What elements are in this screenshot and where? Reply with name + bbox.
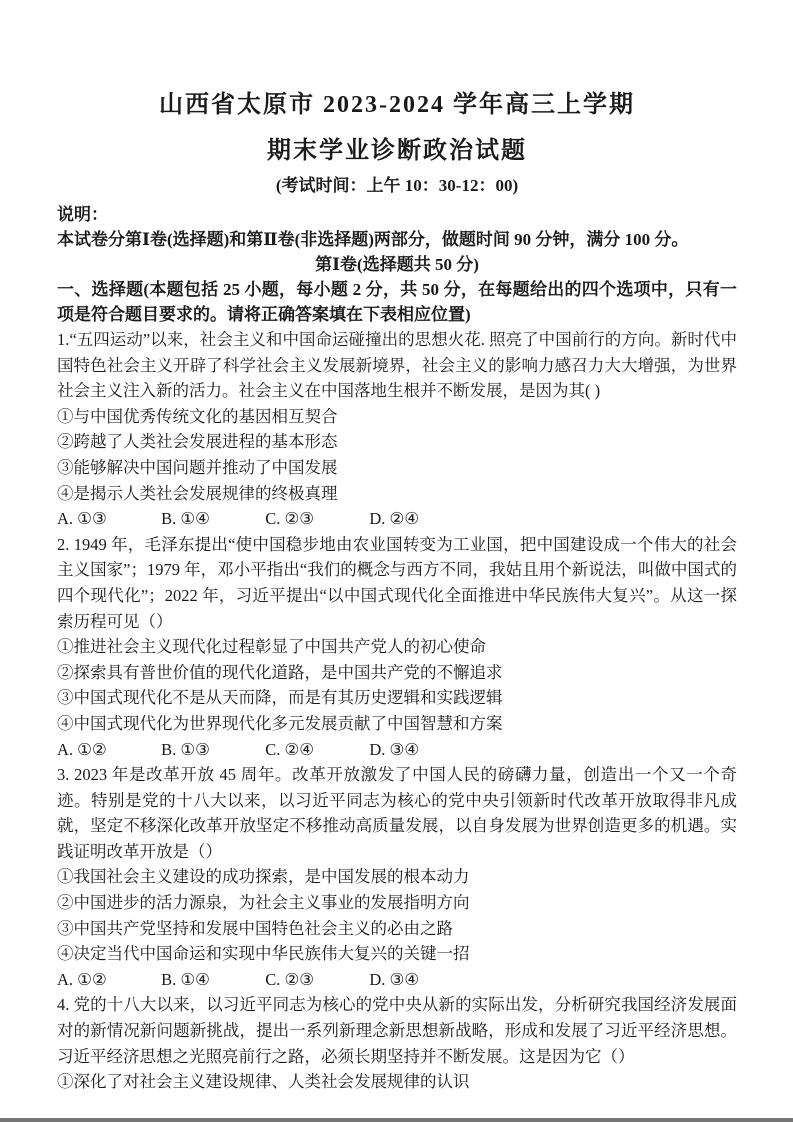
question-statement: ①与中国优秀传统文化的基因相互契合 xyxy=(57,406,338,426)
choice-b: B. ①③ xyxy=(161,739,210,759)
question-statement: ②中国进步的活力源泉，为社会主义事业的发展指明方向 xyxy=(57,893,470,913)
question-statement: ②跨越了人类社会发展进程的基本形态 xyxy=(57,432,338,452)
choice-d: D. ②④ xyxy=(369,509,420,529)
choice-a: A. ①③ xyxy=(57,509,107,529)
section-instruction: 一、选择题(本题包括 25 小题，每小题 2 分，共 50 分，在每题给出的四个选项中，只有一项是符合题目要求的。请将正确答案填在下表相应位置) xyxy=(57,280,737,324)
choice-c: C. ②③ xyxy=(265,509,315,529)
notes-body: 本试卷分第Ⅰ卷(选择题)和第Ⅱ卷(非选择题)两部分，做题时间 90 分钟，满分 100 分。 xyxy=(57,230,689,249)
choice-d: D. ③④ xyxy=(369,969,420,989)
question-statement: ①推进社会主义现代化过程彰显了中国共产党人的初心使命 xyxy=(57,637,486,657)
question-statement: ①深化了对社会主义建设规律、人类社会发展规律的认识 xyxy=(57,1072,470,1092)
question-stem: 2. 1949 年，毛泽东提出“使中国稳步地由农业国转变为工业国，把中国建设成一个伟大的社会主义国家”；1979 年，邓小平指出“我们的概念与西方不同，我姑且用个新说法，叫做中国式的四个现代化”；2022 年，习近平提出“以中国式现代化全面推进中华民族伟大复兴”。从这一探索历程可见（） xyxy=(57,534,737,631)
question-statement: ②探索具有普世价值的现代化道路，是中国共产党的不懈追求 xyxy=(57,662,503,682)
section-header: 第Ⅰ卷(选择题共 50 分) xyxy=(315,255,479,274)
question-statement: ④决定当代中国命运和实现中华民族伟大复兴的关键一招 xyxy=(57,944,470,964)
choices-row xyxy=(57,737,737,763)
page-title-line1: 山西省太原市 2023-2024 学年高三上学期 xyxy=(159,92,635,118)
question-statement: ③能够解决中国问题并推动了中国发展 xyxy=(57,457,338,477)
choice-a: A. ①② xyxy=(57,969,107,989)
question-1 xyxy=(57,327,737,532)
question-statement: ④是揭示人类社会发展规律的终极真理 xyxy=(57,483,338,503)
choice-b: B. ①④ xyxy=(161,509,210,529)
choice-b: B. ①④ xyxy=(161,969,210,989)
choice-d: D. ③④ xyxy=(369,739,420,759)
question-2 xyxy=(57,532,737,762)
choice-c: C. ②④ xyxy=(265,739,315,759)
question-stem: 4. 党的十八大以来，以习近平同志为核心的党中央从新的实际出发，分析研究我国经济发展面对的新情况新问题新挑战，提出一系列新理念新思想新战略，形成和发展了习近平经济思想。习近平经济思想之光照亮前行之路，必须长期坚持并不断发展。这是因为它（） xyxy=(57,995,737,1066)
question-4 xyxy=(57,992,737,1094)
question-statement: ③中国共产党坚持和发展中国特色社会主义的必由之路 xyxy=(57,918,453,938)
question-statement: ③中国式现代化不是从天而降，而是有其历史逻辑和实践逻辑 xyxy=(57,688,503,708)
question-3 xyxy=(57,762,737,992)
page-title-line2: 期末学业诊断政治试题 xyxy=(267,138,527,164)
question-statement: ④中国式现代化为世界现代化多元发展贡献了中国智慧和方案 xyxy=(57,713,503,733)
question-stem: 1.“五四运动”以来，社会主义和中国命运碰撞出的思想火花. 照亮了中国前行的方向。新时代中国特色社会主义开辟了科学社会主义发展新境界，社会主义的影响力感召力大大增强，为世界社会主义注入新的活力。社会主义在中国落地生根并不断发展，是因为其( ) xyxy=(57,330,737,401)
notes-label: 说明： xyxy=(57,205,108,224)
choices-row xyxy=(57,967,737,993)
front-matter xyxy=(57,202,737,327)
choice-c: C. ②③ xyxy=(265,969,315,989)
question-statement: ①我国社会主义建设的成功探索，是中国发展的根本动力 xyxy=(57,867,470,887)
choices-row xyxy=(57,506,737,532)
exam-time: (考试时间：上午 10：30-12：00) xyxy=(275,176,519,195)
question-stem: 3. 2023 年是改革开放 45 周年。改革开放激发了中国人民的磅礴力量，创造出一个又一个奇迹。特别是党的十八大以来，以习近平同志为核心的党中央引领新时代改革开放取得非凡成就，坚定不移深化改革开放坚定不移推动高质量发展，以自身发展为世界创造更多的机遇。实践证明改革开放是（） xyxy=(57,765,737,861)
questions-list xyxy=(57,327,737,1095)
choice-a: A. ①② xyxy=(57,739,107,759)
